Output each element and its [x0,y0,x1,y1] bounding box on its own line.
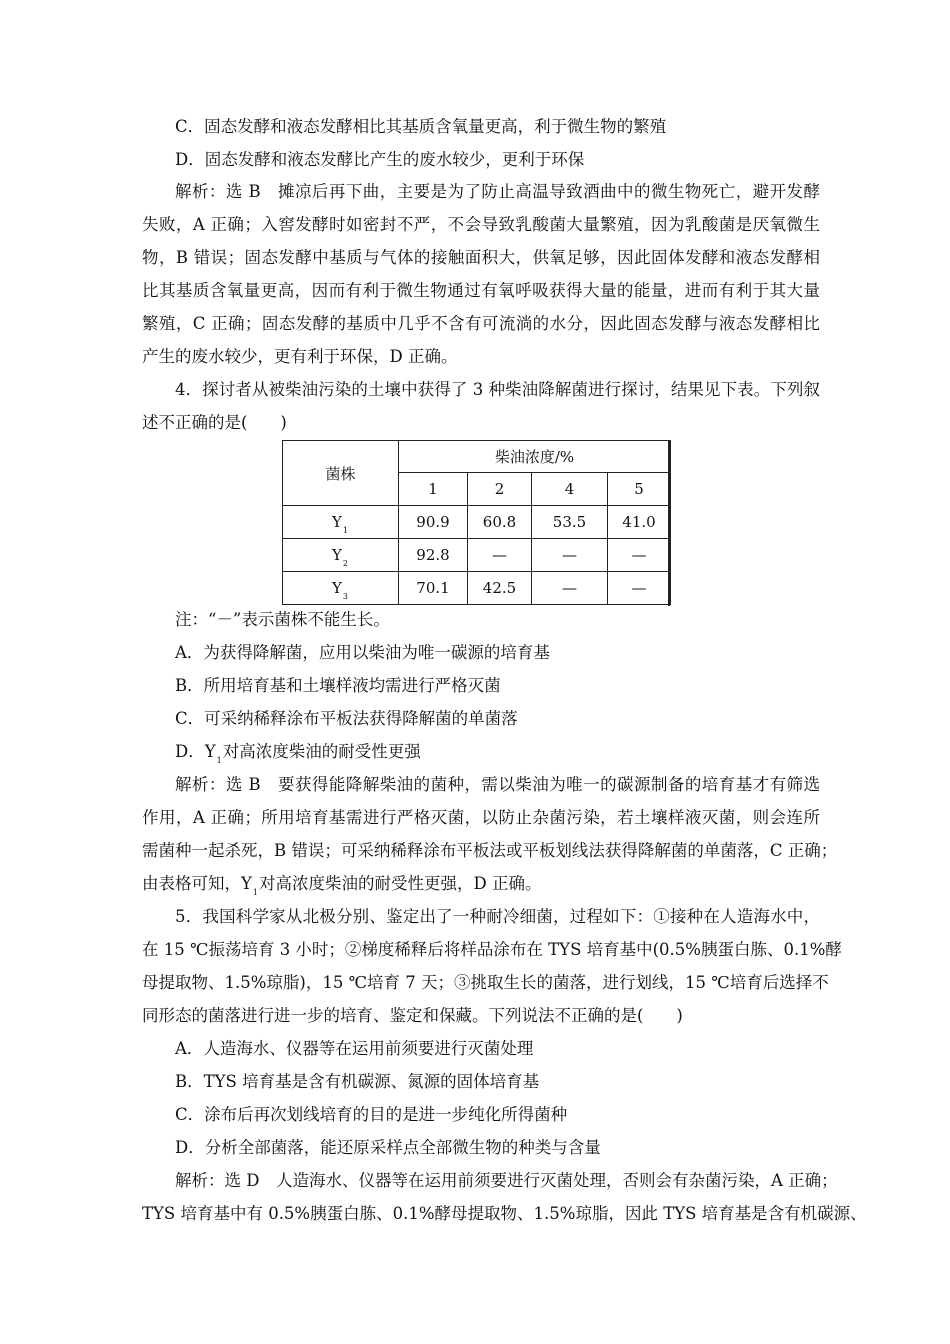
q4-stem: 述不正确的是( ) [142,413,287,432]
q3-option-c: C．固态发酵和液态发酵相比其基质含氧量更高，利于微生物的繁殖 [175,117,667,136]
table-row [283,572,671,605]
q4-analysis-line: 由表格可知，$Y_1$对高浓度柴油的耐受性更强，D 正确。 [142,874,542,897]
concentration-cell: 2 [468,473,532,506]
value-cell: — [532,539,608,572]
q3-analysis-line: 繁殖，C 正确；固态发酵的基质中几乎不含有可流淌的水分，因此固态发酵与液态发酵相比 [142,314,820,333]
value-cell: 70.1 [399,572,468,605]
q5-stem: 同形态的菌落进行进一步的培育、鉴定和保藏。下列说法不正确的是( ) [142,1006,683,1025]
value-cell: — [608,539,671,572]
concentration-cell: 1 [399,473,468,506]
q5-stem: 5．我国科学家从北极分别、鉴定出了一种耐冷细菌，过程如下：①接种在人造海水中， [175,907,820,926]
value-cell: — [608,572,671,605]
value-cell: — [532,572,608,605]
table-note: 注：“－”表示菌株不能生长。 [175,610,390,629]
q5-analysis-line: 解析：选 D 人造海水、仪器等在运用前须要进行灭菌处理，否则会有杂菌污染，A 正确； [175,1171,838,1190]
value-cell: 42.5 [468,572,532,605]
q4-analysis-line: 需菌种一起杀死，B 错误；可采纳稀释涂布平板法或平板划线法获得降解菌的单菌落，C 正确； [142,841,838,860]
q5-option-b: B．TYS 培育基是含有机碳源、氮源的固体培育基 [175,1072,540,1091]
q3-analysis-line: 比其基质含氧量更高，因而有利于微生物通过有氧呼吸获得大量的能量，进而有利于其大量 [142,281,820,300]
q5-option-d: D．分析全部菌落，能还原采样点全部微生物的种类与含量 [175,1138,601,1157]
value-cell: — [468,539,532,572]
q5-stem: 在 15 ℃振荡培育 3 小时；②梯度稀释后将样品涂布在 TYS 培育基中(0.5%胰蛋白胨、0.1%酵 [142,940,842,959]
q4-analysis-line: 作用，A 正确；所用培育基需进行严格灭菌，以防止杂菌污染，若土壤样液灭菌，则会连所 [142,808,820,827]
strain-cell: $Y_3$ [283,572,399,605]
table-row [283,506,671,539]
value-cell: 41.0 [608,506,671,539]
q4-analysis-line: 解析：选 B 要获得能降解柴油的菌种，需以柴油为唯一的碳源制备的培育基才有筛选 [175,775,820,794]
results-table [282,440,671,605]
value-cell: 53.5 [532,506,608,539]
q3-analysis-line: 物，B 错误；固态发酵中基质与气体的接触面积大，供氧足够，因此固体发酵和液态发酵相 [142,248,820,267]
q5-option-a: A．人造海水、仪器等在运用前须要进行灭菌处理 [175,1039,534,1058]
concentration-cell: 5 [608,473,671,506]
q3-analysis-line: 产生的废水较少，更有利于环保，D 正确。 [142,347,458,366]
q3-analysis-line: 解析：选 B 摊凉后再下曲，主要是为了防止高温导致酒曲中的微生物死亡，避开发酵 [175,182,820,201]
q4-option-d: D．$Y_1$对高浓度柴油的耐受性更强 [175,742,421,765]
q3-option-d: D．固态发酵和液态发酵比产生的废水较少，更利于环保 [175,150,585,169]
q5-analysis-line: TYS 培育基中有 0.5%胰蛋白胨、0.1%酵母提取物、1.5%琼脂，因此 TYS 培育基是含有机碳源、 [142,1204,867,1223]
q3-analysis-line: 失败，A 正确；入窖发酵时如密封不严，不会导致乳酸菌大量繁殖，因为乳酸菌是厌氧微生 [142,215,820,234]
q4-option-c: C．可采纳稀释涂布平板法获得降解菌的单菌落 [175,709,518,728]
strain-header: 菌株 [283,441,399,506]
table-row [283,539,671,572]
concentration-header: 柴油浓度/% [399,441,671,473]
q5-stem: 母提取物、1.5%琼脂)，15 ℃培育 7 天；③挑取生长的菌落，进行划线，15 ℃培育后选择不 [142,973,829,992]
q4-stem: 4．探讨者从被柴油污染的土壤中获得了 3 种柴油降解菌进行探讨，结果见下表。下列叙 [175,380,820,399]
q4-option-a: A．为获得降解菌，应用以柴油为唯一碳源的培育基 [175,643,550,662]
table-border [668,440,670,606]
strain-cell: $Y_2$ [283,539,399,572]
concentration-cell: 4 [532,473,608,506]
strain-cell: $Y_1$ [283,506,399,539]
value-cell: 92.8 [399,539,468,572]
value-cell: 60.8 [468,506,532,539]
q5-option-c: C．涂布后再次划线培育的目的是进一步纯化所得菌种 [175,1105,568,1124]
q4-option-b: B．所用培育基和土壤样液均需进行严格灭菌 [175,676,501,695]
value-cell: 90.9 [399,506,468,539]
